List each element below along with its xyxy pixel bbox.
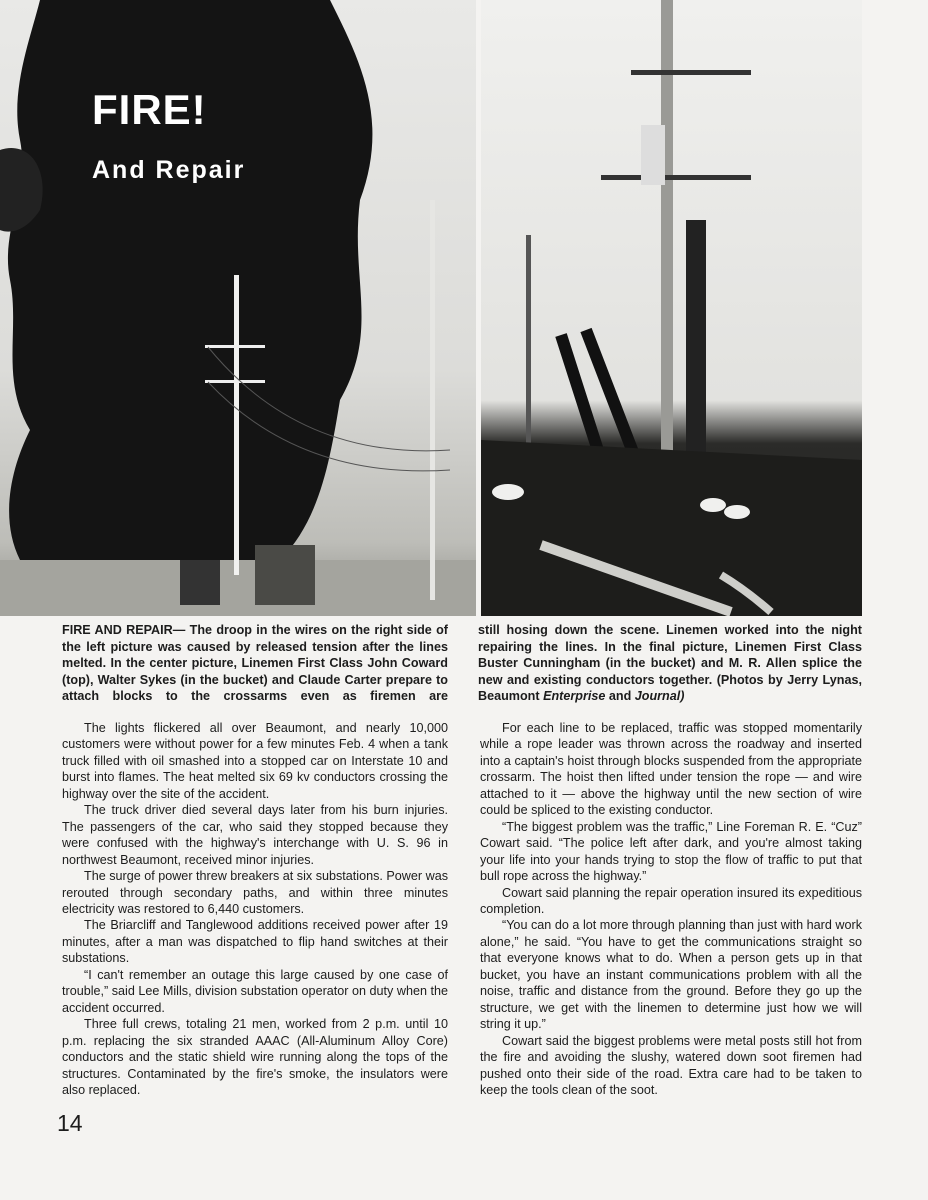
paragraph: The Briarcliff and Tanglewood additions received power after 19 minutes, after a man was dispatched to flip hand switches at their substations. bbox=[62, 918, 448, 966]
paragraph: The truck driver died several days later from his burn injuries. The passengers of the car, who said they stopped because they were confused with the highway's interchange with U. S. 96 in northwest Beaumont, received minor injuries. bbox=[62, 803, 448, 867]
paragraph: For each line to be replaced, traffic was stopped momentarily while a rope leader was thrown across the roadway and inserted into a captain's hoist through blocks suspended from the appropriate crossarm. The hoist then lifted under tension the rope — and wire attached to it — above the highway until the new section of wire could be spliced to the existing conductor. bbox=[480, 721, 862, 818]
fire-smoke-illustration bbox=[0, 0, 476, 616]
paragraph: “I can't remember an outage this large caused by one case of trouble,” said Lee Mills, division substation operator on duty when the accident occurred. bbox=[62, 967, 448, 1015]
caption-credit-enterprise: Enterprise bbox=[543, 689, 606, 704]
caption-text-left: The droop in the wires on the right side of the left picture was caused by released tension after the lines melted. In the center picture, Linemen First Class John Coward (top), Walter Sykes (in the bucket) and Claude Carter prepare to attach blocks to the crossarms even as firemen are bbox=[62, 623, 448, 704]
paragraph: “The biggest problem was the traffic,” Line Foreman R. E. “Cuz” Cowart said. “The police left after dark, and you're almost taking your life into your hands trying to stop the flow of traffic to put that bull rope across the highway.” bbox=[480, 819, 862, 884]
caption-credit-and: and bbox=[605, 689, 635, 704]
photo-caption-right bbox=[478, 622, 862, 705]
paragraph: Cowart said planning the repair operation insured its expeditious completion. bbox=[480, 885, 862, 916]
body-column-right bbox=[480, 720, 862, 1098]
page-number: 14 bbox=[57, 1110, 83, 1136]
caption-text-right: still hosing down the scene. Linemen worked into the night repairing the lines. In the final picture, Linemen First Class Buster Cunningham (in the bucket) and M. R. Allen splice the new and existing conductors together. (Photos by Jerry Lynas, Beaumont bbox=[478, 623, 862, 704]
article-subtitle: And Repair bbox=[92, 156, 246, 184]
paragraph: Cowart said the biggest problems were metal posts still hot from the fire and avoiding the slushy, watered down soot firemen had pushed onto their side of the road. Extra care had to be taken to keep the tools clean of the soot. bbox=[480, 1033, 862, 1097]
repair-pole-illustration bbox=[481, 0, 862, 616]
repair-photo bbox=[481, 0, 862, 616]
article-title: FIRE! bbox=[92, 86, 207, 133]
caption-lead: FIRE AND REPAIR— bbox=[62, 623, 186, 637]
paragraph: “You can do a lot more through planning than just with hard work alone,” he said. “You have to get the communications straight so that everyone knows what to do. When a person gets up in that bucket, you have an instant communications problem with all the noise, traffic and distance from the ground. Before they go up the structure, we get with the linemen to determine just how we will string it up.” bbox=[480, 918, 862, 1032]
caption-credit-journal: Journal) bbox=[634, 689, 685, 704]
fire-photo bbox=[0, 0, 476, 616]
paragraph: The surge of power threw breakers at six substations. Power was rerouted through secondary paths, and within three minutes electricity was restored to 6,440 customers. bbox=[62, 869, 448, 916]
photo-caption-left bbox=[62, 622, 448, 705]
paragraph: The lights flickered all over Beaumont, and nearly 10,000 customers were without power for a few minutes Feb. 4 when a tank truck filled with oil smashed into a stopped car on Interstate 10 and burst into flames. The heat melted six 69 kv conductors crossing the highway over the site of the accident. bbox=[62, 721, 448, 801]
body-column-left bbox=[62, 720, 448, 1098]
paragraph: Three full crews, totaling 21 men, worked from 2 p.m. until 10 p.m. replacing the six stranded AAAC (All-Aluminum Alloy Core) conductors and the static shield wire running along the tops of the structures. Contaminated by the fire's smoke, the insulators were also replaced. bbox=[62, 1017, 448, 1097]
